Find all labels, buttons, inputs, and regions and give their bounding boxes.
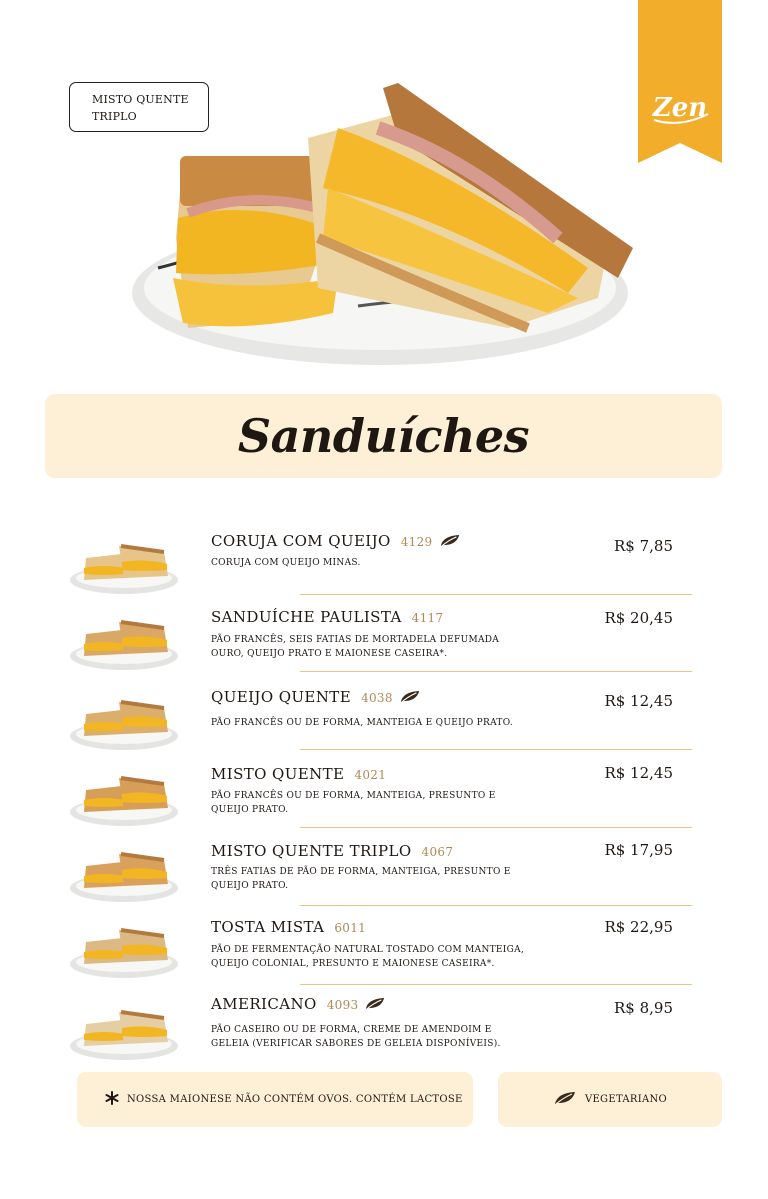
item-price: R$ 7,85	[613, 537, 673, 555]
item-code: 4021	[354, 768, 387, 782]
item-name-text: TOSTA MISTA	[211, 918, 325, 936]
brand-ribbon	[638, 0, 722, 163]
item-divider	[300, 984, 692, 985]
item-code: 4117	[411, 611, 444, 625]
mayo-note-text: NOSSA MAIONESE NÃO CONTÉM OVOS. CONTÉM LACTOSE	[127, 1094, 463, 1105]
item-description: CORUJA COM QUEIJO MINAS.	[211, 558, 361, 568]
leaf-icon	[364, 996, 386, 1015]
item-description: TRÊS FATIAS DE PÃO DE FORMA, MANTEIGA, PRESUNTO E QUEIJO PRATO.	[211, 867, 511, 891]
item-divider	[300, 905, 692, 906]
leaf-icon	[553, 1090, 577, 1110]
item-divider	[300, 827, 692, 828]
item-code: 4129	[400, 535, 433, 549]
item-code: 4093	[326, 998, 359, 1012]
item-thumbnail	[64, 912, 184, 982]
item-price: R$ 22,95	[604, 918, 673, 936]
item-name	[211, 995, 386, 1015]
item-price: R$ 8,95	[613, 999, 673, 1017]
leaf-icon	[399, 689, 421, 708]
section-title: Sanduíches	[237, 409, 530, 463]
item-thumbnail	[64, 684, 184, 754]
leaf-icon	[439, 533, 461, 552]
item-name-text: MISTO QUENTE TRIPLO	[211, 842, 412, 860]
item-code: 6011	[334, 921, 367, 935]
item-name	[211, 918, 366, 936]
mayo-note	[77, 1072, 473, 1127]
item-price: R$ 12,45	[604, 692, 673, 710]
item-thumbnail	[64, 760, 184, 830]
item-divider	[300, 749, 692, 750]
item-price: R$ 20,45	[604, 609, 673, 627]
item-divider	[300, 594, 692, 595]
item-description: PÃO FRANCÊS OU DE FORMA, MANTEIGA E QUEIJO PRATO.	[211, 718, 514, 728]
item-name-text: AMERICANO	[211, 995, 317, 1013]
item-thumbnail	[64, 994, 184, 1064]
hero-sandwich-image	[128, 78, 638, 378]
featured-item-badge-line2: TRIPLO	[92, 110, 137, 123]
item-name	[211, 532, 461, 552]
item-name-text: SANDUÍCHE PAULISTA	[211, 608, 402, 626]
item-description: PÃO DE FERMENTAÇÃO NATURAL TOSTADO COM MANTEIGA, QUEIJO COLONIAL, PRESUNTO E MAIONESE CASEIRA*.	[211, 945, 525, 969]
item-name	[211, 608, 443, 626]
item-code: 4038	[361, 691, 393, 705]
item-thumbnail	[64, 604, 184, 674]
vegetarian-legend-text: VEGETARIANO	[584, 1094, 668, 1105]
item-divider	[300, 671, 692, 672]
item-description: PÃO FRANCÊS, SEIS FATIAS DE MORTADELA DEFUMADA OURO, QUEIJO PRATO E MAIONESE CASEIRA*.	[211, 635, 500, 659]
item-code: 4067	[421, 845, 454, 859]
section-title-band	[45, 394, 722, 478]
brand-logo: Zen	[652, 93, 708, 123]
item-price: R$ 12,45	[604, 764, 673, 782]
item-name	[211, 688, 421, 708]
asterisk-icon	[105, 1090, 119, 1109]
item-name	[211, 765, 386, 783]
item-thumbnail	[64, 528, 184, 598]
featured-item-badge-line1: MISTO QUENTE	[92, 93, 189, 106]
item-description: PÃO CASEIRO OU DE FORMA, CREME DE AMENDOIM E GELEIA (VERIFICAR SABORES DE GELEIA DISPONÍVEIS).	[211, 1025, 501, 1049]
item-name-text: MISTO QUENTE	[211, 765, 345, 783]
item-name-text: QUEIJO QUENTE	[211, 688, 352, 706]
item-price: R$ 17,95	[604, 841, 673, 859]
item-name	[211, 842, 453, 860]
item-name-text: CORUJA COM QUEIJO	[211, 532, 391, 550]
item-thumbnail	[64, 836, 184, 906]
item-description: PÃO FRANCÊS OU DE FORMA, MANTEIGA, PRESUNTO E QUEIJO PRATO.	[211, 791, 496, 815]
vegetarian-legend	[498, 1072, 722, 1127]
